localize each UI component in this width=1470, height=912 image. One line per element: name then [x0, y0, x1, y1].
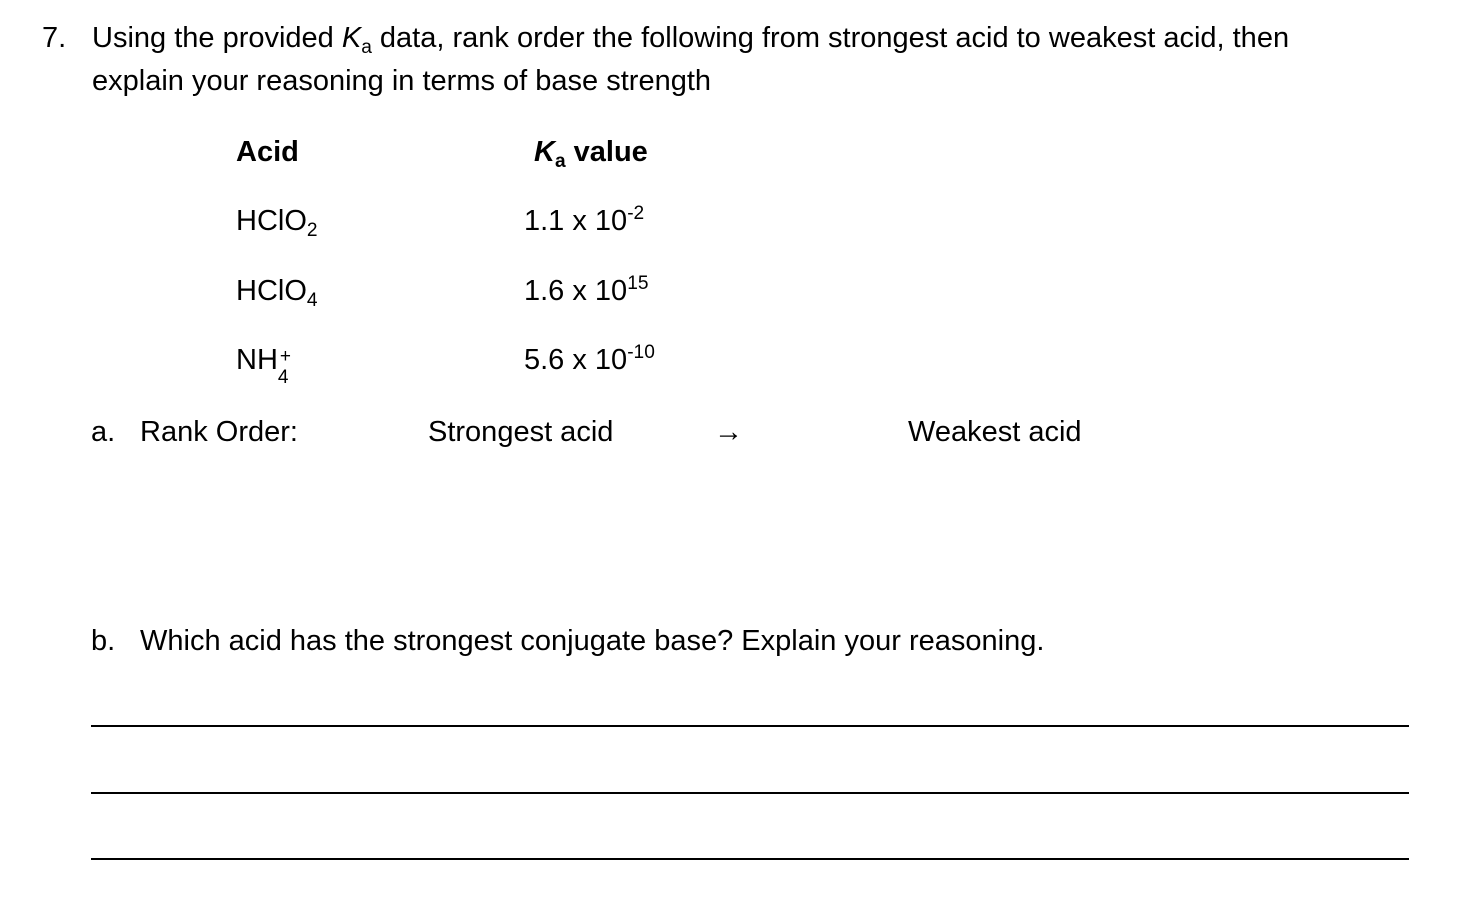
- acid-subscript: 4: [306, 289, 318, 311]
- acid-formula: HClO: [236, 205, 307, 237]
- acid-formula: NH: [236, 344, 278, 376]
- answer-line-1[interactable]: [91, 725, 1409, 727]
- ka-cell-row-3: [524, 342, 655, 376]
- ka-cell-row-1: [524, 203, 645, 237]
- ka-exponent: -10: [627, 342, 655, 364]
- question-line-2: explain your reasoning in terms of base strength: [92, 65, 712, 97]
- right-arrow-icon: →: [714, 416, 743, 448]
- part-b-question: Which acid has the strongest conjugate base? Explain your reasoning.: [140, 625, 1045, 657]
- header-ka-subscript: a: [554, 150, 566, 172]
- header-ka-symbol: K: [534, 136, 555, 168]
- ka-exponent: -2: [627, 203, 645, 225]
- acid-cell-row-1: [236, 205, 318, 241]
- part-b-label: b.: [91, 625, 116, 657]
- answer-line-2[interactable]: [91, 792, 1409, 794]
- ka-base: 5.6 x 10: [524, 344, 628, 376]
- question-text-part-1: Using the provided: [92, 22, 342, 54]
- weakest-acid-label: Weakest acid: [908, 416, 1082, 448]
- table-header-acid: Acid: [236, 136, 299, 168]
- question-text-part-2: data, rank order the following from strongest acid to weakest acid, then: [371, 22, 1290, 54]
- ka-base: 1.6 x 10: [524, 275, 628, 307]
- part-a-label: a.: [91, 416, 116, 448]
- header-ka-rest: value: [565, 136, 648, 168]
- ka-cell-row-2: [524, 273, 649, 307]
- acid-formula: HClO: [236, 275, 307, 307]
- rank-order-label: Rank Order:: [140, 416, 298, 448]
- table-header-ka: [534, 136, 648, 172]
- ka-exponent: 15: [627, 273, 649, 295]
- ka-symbol: K: [341, 22, 362, 54]
- acid-cell-row-2: [236, 275, 318, 311]
- acid-subscript: 2: [306, 219, 318, 241]
- ka-base: 1.1 x 10: [524, 205, 628, 237]
- acid-cell-row-3: NH + 4: [236, 344, 291, 388]
- strongest-acid-label: Strongest acid: [428, 416, 614, 448]
- question-line-1: [92, 22, 1290, 58]
- ka-subscript: a: [361, 36, 372, 58]
- answer-line-3[interactable]: [91, 858, 1409, 860]
- question-number: 7.: [42, 22, 67, 54]
